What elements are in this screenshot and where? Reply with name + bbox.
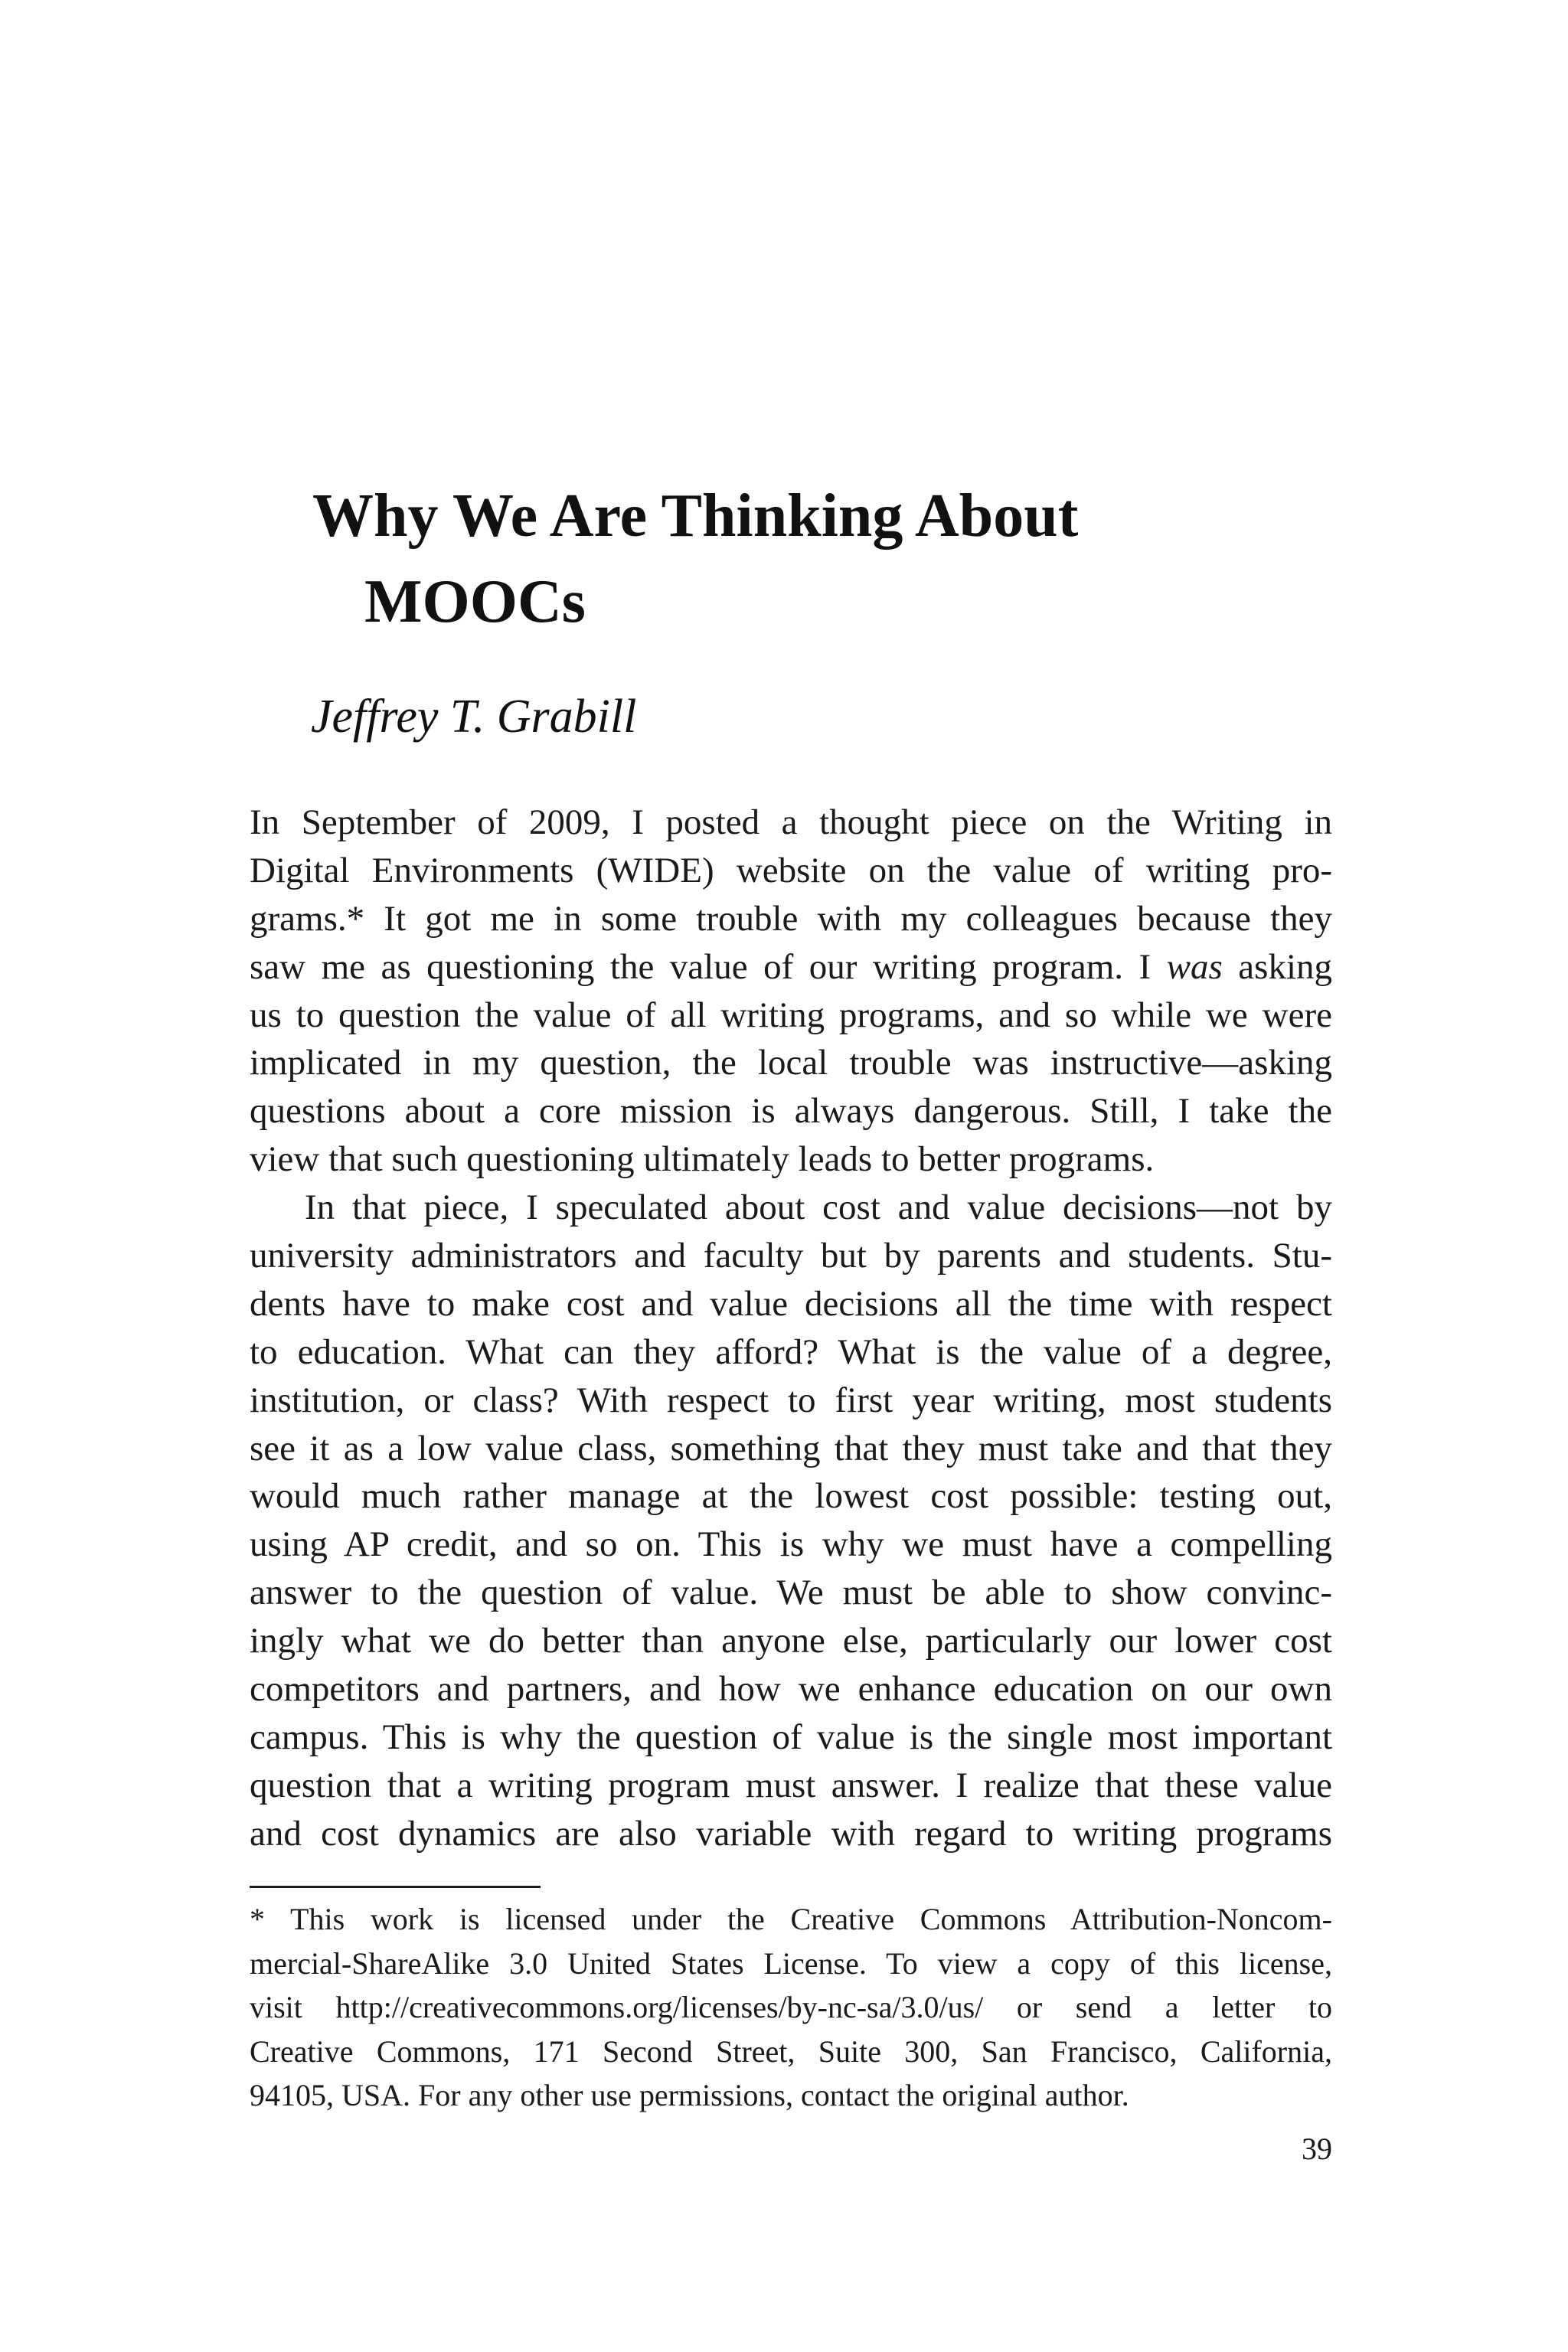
text-line: dents have to make cost and value decisions all the time with respect (250, 1283, 1332, 1324)
page-number: 39 (1302, 2132, 1332, 2166)
text-line: using AP credit, and so on. This is why we must have a compelling (250, 1524, 1332, 1565)
text-line: campus. This is why the question of value is the single most important (250, 1717, 1332, 1757)
body-text (250, 799, 1332, 1858)
text-line: see it as a low value class, something that they must take and that they (250, 1428, 1332, 1468)
text-line-with-emphasis (250, 943, 1332, 991)
text-line: questions about a core mission is always dangerous. Still, I take the (250, 1091, 1332, 1132)
text-line: and cost dynamics are also variable with regard to writing programs (250, 1813, 1332, 1854)
text-line: competitors and partners, and how we enhance education on our own (250, 1669, 1332, 1710)
footnote-line: mercial-ShareAlike 3.0 United States License. To view a copy of this license, (250, 1945, 1332, 1981)
paragraph-1 (250, 799, 1332, 1184)
footnote-line: Creative Commons, 171 Second Street, Suite 300, San Francisco, California, (250, 2034, 1332, 2069)
text-line: answer to the question of value. We must be able to show convinc- (250, 1573, 1332, 1613)
text-segment: asking (1238, 946, 1333, 987)
text-line: In September of 2009, I posted a thought piece on the Writing in (250, 802, 1332, 842)
footnote-line: 94105, USA. For any other use permissions, contact the original author. (250, 2078, 1129, 2112)
text-line: In that piece, I speculated about cost and value decisions—not by (305, 1187, 1332, 1228)
chapter-title (312, 473, 1231, 645)
text-line: Digital Environments (WIDE) website on the value of writing pro- (250, 850, 1332, 890)
chapter-title-line-2: MOOCs (364, 568, 586, 635)
footnote-line: visit http://creativecommons.org/licenses/by-nc-sa/3.0/us/ or send a letter to (250, 1990, 1332, 2024)
footnote (250, 1897, 1332, 2118)
text-line: would much rather manage at the lowest cost possible: testing out, (250, 1476, 1332, 1517)
footnote-divider (250, 1886, 541, 1888)
text-line: view that such questioning ultimately leads to better programs. (250, 1139, 1155, 1180)
text-line: implicated in my question, the local trouble was instructive—asking (250, 1043, 1332, 1083)
text-line: university administrators and faculty but by parents and students. Stu- (250, 1236, 1332, 1276)
footnote-line: * This work is licensed under the Creative Commons Attribution-Noncom- (250, 1902, 1332, 1936)
text-line: question that a writing program must answer. I realize that these value (250, 1765, 1332, 1805)
emphasis-was: was (1166, 946, 1223, 987)
text-line: ingly what we do better than anyone else, particularly our lower cost (250, 1621, 1332, 1661)
text-line: grams.* It got me in some trouble with my colleagues because they (250, 898, 1332, 939)
text-line: us to question the value of all writing programs, and so while we were (250, 995, 1332, 1035)
text-line: institution, or class? With respect to first year writing, most students (250, 1380, 1332, 1420)
text-segment: saw me as questioning the value of our writing program. I (250, 946, 1152, 987)
chapter-title-line-1: Why We Are Thinking About (312, 482, 1079, 550)
text-line: to education. What can they afford? What is the value of a degree, (250, 1331, 1332, 1372)
paragraph-2 (250, 1184, 1332, 1857)
chapter-author: Jeffrey T. Grabill (311, 691, 637, 743)
